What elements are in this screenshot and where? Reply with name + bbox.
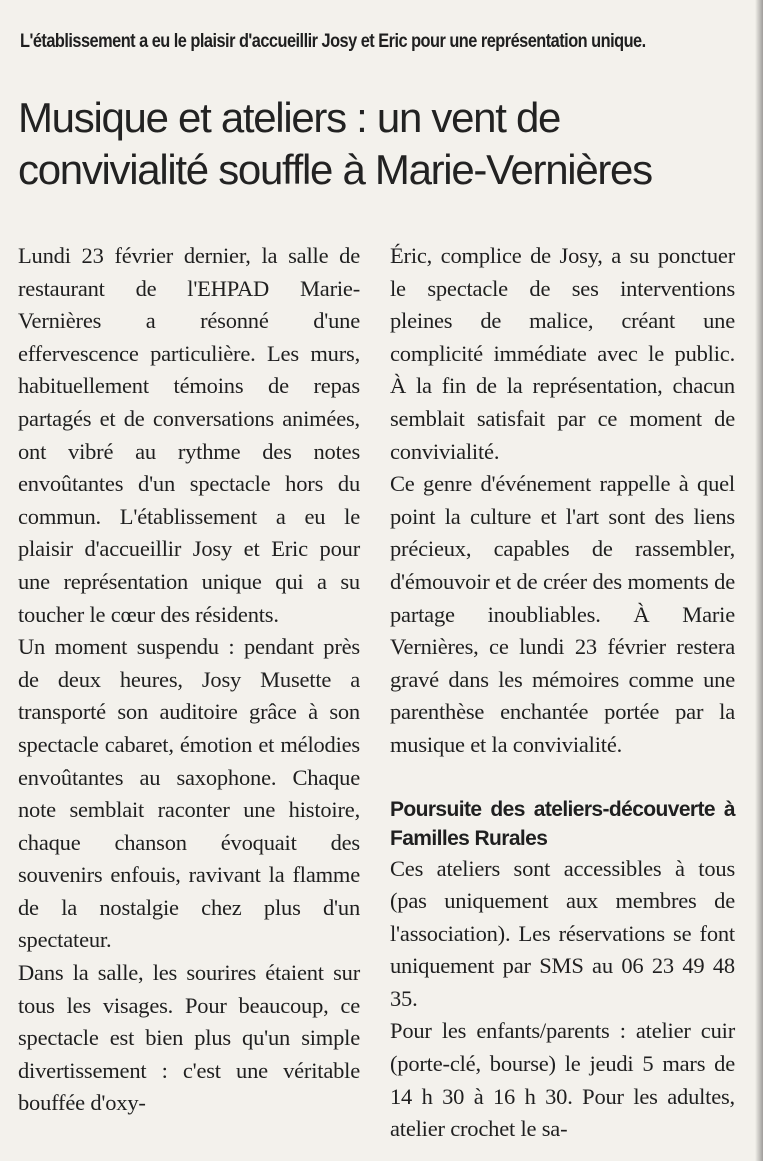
article-column-right: [390, 240, 735, 1146]
paragraph: Un moment suspendu : pendant près de deux heures, Josy Musette a transporté son auditoire grâce à son spectacle cabaret, émotion et mélodies envoûtantes au saxophone. Chaque note semblait raconter une histoire, chaque chanson évoquait des souvenirs enfouis, ravivant la flamme de la nostalgie chez plus d'un spectateur.: [18, 634, 360, 953]
paragraph: Ces ateliers sont accessibles à tous (pas uniquement aux membres de l'association). Les réservations se font uniquement par SMS au 06 23 49 48 35.: [390, 855, 735, 1011]
article-headline: Musique et ateliers : un vent de convivialité souffle à Marie-Vernières: [18, 94, 652, 193]
page-edge-shadow: [755, 0, 763, 1161]
paragraph: Pour les enfants/parents : atelier cuir (porte-clé, bourse) le jeudi 5 mars de 14 h 30 à 16 h 30. Pour les adultes, atelier crochet le sa-: [390, 1018, 735, 1142]
paragraph: Lundi 23 février dernier, la salle de restaurant de l'EHPAD Marie-Vernières a résonné d'une effervescence particulière. Les murs, habituellement témoins de repas partagés et de conversations animées, ont vibré au rythme des notes envoûtantes d'un spectacle hors du commun. L'établissement a eu le plaisir d'accueillir Josy et Eric pour une représentation unique qui a su toucher le cœur des résidents.: [18, 243, 360, 627]
paragraph: Éric, complice de Josy, a su ponctuer le spectacle de ses interventions pleines de malice, créant une complicité immédiate avec le public. À la fin de la représentation, chacun semblait satisfait par ce moment de convivialité.: [390, 243, 735, 464]
paragraph: Dans la salle, les sourires étaient sur tous les visages. Pour beaucoup, ce spectacle est bien plus qu'un simple divertissement : c'est une véritable bouffée d'oxy-: [18, 960, 360, 1116]
photo-caption: L'établissement a eu le plaisir d'accueillir Josy et Eric pour une représentation unique.: [20, 31, 646, 52]
paragraph: Ce genre d'événement rappelle à quel point la culture et l'art sont des liens précieux, capables de rassembler, d'émouvoir et de créer des moments de partage inoubliables. À Marie Vernières, ce lundi 23 février restera gravé dans les mémoires comme une parenthèse enchantée portée par la musique et la convivialité.: [390, 471, 735, 757]
article-column-left: [18, 240, 360, 1120]
section-subheading: Poursuite des ateliers-découverte à Familles Rurales: [390, 797, 735, 850]
